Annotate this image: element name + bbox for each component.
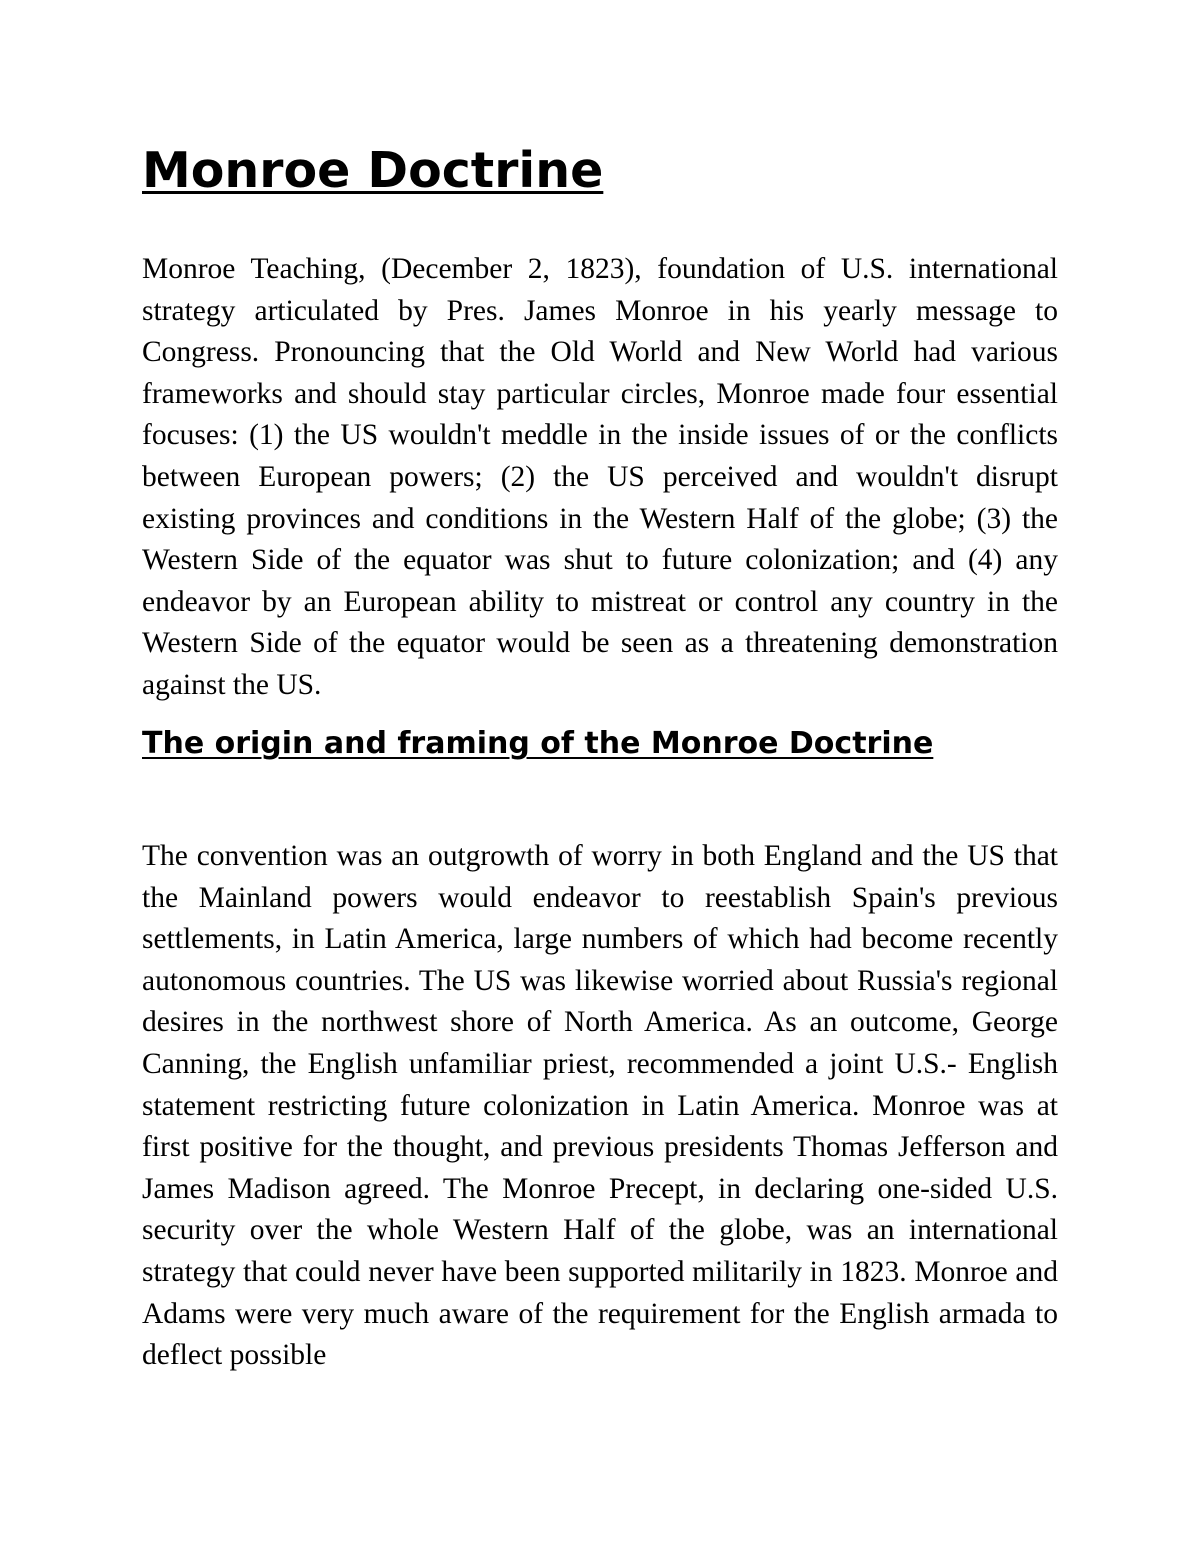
document-title: Monroe Doctrine — [142, 142, 604, 199]
intro-paragraph: Monroe Teaching, (December 2, 1823), foundation of U.S. international strategy articulated by Pres. James Monroe in his yearly message to Congress. Pronouncing that the Old World and New World had various frameworks and should stay particular circles, Monroe made four essential focuses: (1) the US wouldn't meddle in the inside issues of or the conflicts between European powers; (2) the US perceived and wouldn't disrupt existing provinces and conditions in the Western Half of the globe; (3) the Western Side of the equator was shut to future colonization; and (4) any endeavor by an European ability to mistreat or control any country in the Western Side of the equator would be seen as a threatening demonstration against the US. — [142, 253, 1058, 701]
section-heading: The origin and framing of the Monroe Doctrine — [142, 726, 934, 761]
body-paragraph: The convention was an outgrowth of worry in both England and the US that the Mainland powers would endeavor to reestablish Spain's previous settlements, in Latin America, large numbers of which had become recently autonomous countries. The US was likewise worried about Russia's regional desires in the northwest shore of North America. As an outcome, George Canning, the English unfamiliar priest, recommended a joint U.S.- English statement restricting future colonization in Latin America. Monroe was at first positive for the thought, and previous presidents Thomas Jefferson and James Madison agreed. The Monroe Precept, in declaring one-sided U.S. security over the whole Western Half of the globe, was an international strategy that could never have been supported militarily in 1823. Monroe and Adams were very much aware of the requirement for the English armada to deflect possible — [142, 840, 1058, 1372]
